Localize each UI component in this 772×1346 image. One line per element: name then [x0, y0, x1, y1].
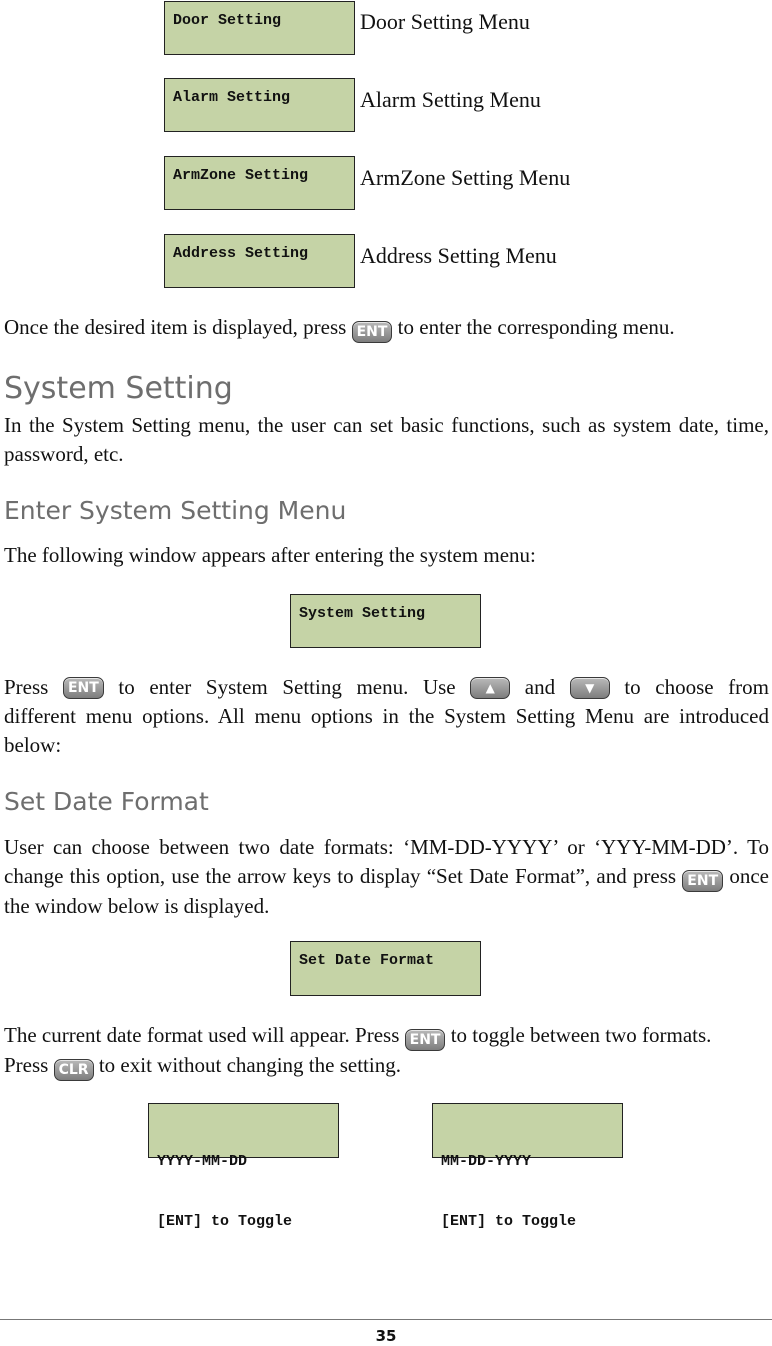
- enter-text-before: Once the desired item is displayed, press: [4, 315, 347, 339]
- set-date-format-heading: Set Date Format: [4, 787, 209, 816]
- lcd-set-date-format: Set Date Format: [290, 941, 481, 996]
- lcd-line-2: [ENT] to Toggle: [441, 1213, 577, 1230]
- footer-divider: [0, 1319, 772, 1320]
- date-format-paragraph: [4, 833, 769, 921]
- caption-armzone-setting: ArmZone Setting Menu: [360, 165, 571, 190]
- date-format-text: User can choose between two date formats: ‘MM-DD-YYYY’ or ‘YYY-MM-DD’. To change this option, use the arrow keys to display “Set Date Format”, and press: [4, 835, 769, 888]
- lcd-alarm-setting: Alarm Setting: [164, 78, 355, 132]
- ent-key-icon: ENT: [405, 1029, 446, 1051]
- word: Setting: [282, 675, 342, 699]
- lcd-line-1: MM-DD-YYYY: [441, 1153, 532, 1170]
- word: enter: [149, 675, 192, 699]
- word: Use: [422, 675, 456, 699]
- down-arrow-key-icon: ▼: [570, 677, 610, 699]
- clr-key-icon: CLR: [54, 1059, 94, 1081]
- word: Press: [4, 675, 49, 699]
- toggle-paragraph: [4, 1021, 769, 1081]
- up-arrow-key-icon: ▲: [470, 677, 510, 699]
- word: and: [524, 675, 556, 699]
- press-ent-paragraph: [4, 673, 769, 760]
- enter-system-heading: Enter System Setting Menu: [4, 496, 347, 525]
- lcd-system-setting: System Setting: [290, 594, 481, 648]
- enter-system-intro: The following window appears after entering the system menu:: [4, 543, 536, 567]
- lcd-address-setting: Address Setting: [164, 234, 355, 288]
- toggle-text-before: The current date format used will appear. Press: [4, 1023, 400, 1047]
- lcd-line-1: YYYY-MM-DD: [157, 1153, 248, 1170]
- enter-text-after: to enter the corresponding menu.: [397, 315, 675, 339]
- lcd-line-2: [ENT] to Toggle: [157, 1213, 293, 1230]
- lcd-armzone-setting: ArmZone Setting: [164, 156, 355, 210]
- lcd-mm-dd-yyyy: [432, 1103, 623, 1230]
- system-setting-heading: System Setting: [4, 371, 233, 406]
- page-number: 35: [375, 1327, 397, 1345]
- ent-key-icon: ENT: [63, 677, 104, 699]
- word: to: [118, 675, 135, 699]
- caption-address-setting: Address Setting Menu: [360, 243, 557, 268]
- word: from: [728, 675, 769, 699]
- lcd-yyyy-mm-dd: [148, 1103, 339, 1230]
- caption-alarm-setting: Alarm Setting Menu: [360, 87, 541, 112]
- lcd-door-setting: Door Setting: [164, 1, 355, 55]
- caption-door-setting: Door Setting Menu: [360, 9, 530, 34]
- exit-text-after: to exit without changing the setting.: [98, 1053, 401, 1077]
- system-setting-intro: In the System Setting menu, the user can set basic functions, such as system date, time, password, etc.: [4, 413, 769, 466]
- ent-key-icon: ENT: [682, 870, 723, 892]
- toggle-text-after: to toggle between two formats.: [450, 1023, 712, 1047]
- word: System: [205, 675, 268, 699]
- date-format-text-end: once the window below is displayed.: [4, 864, 770, 918]
- exit-text-before: Press: [4, 1053, 49, 1077]
- word: to: [624, 675, 641, 699]
- press-ent-line: [4, 673, 769, 702]
- ent-key-icon: ENT: [352, 321, 393, 343]
- word: choose: [655, 675, 714, 699]
- word: menu.: [356, 675, 409, 699]
- enter-menu-paragraph: [4, 313, 769, 343]
- press-ent-rest: different menu options. All menu options in the System Setting Menu are introduced below:: [4, 704, 769, 757]
